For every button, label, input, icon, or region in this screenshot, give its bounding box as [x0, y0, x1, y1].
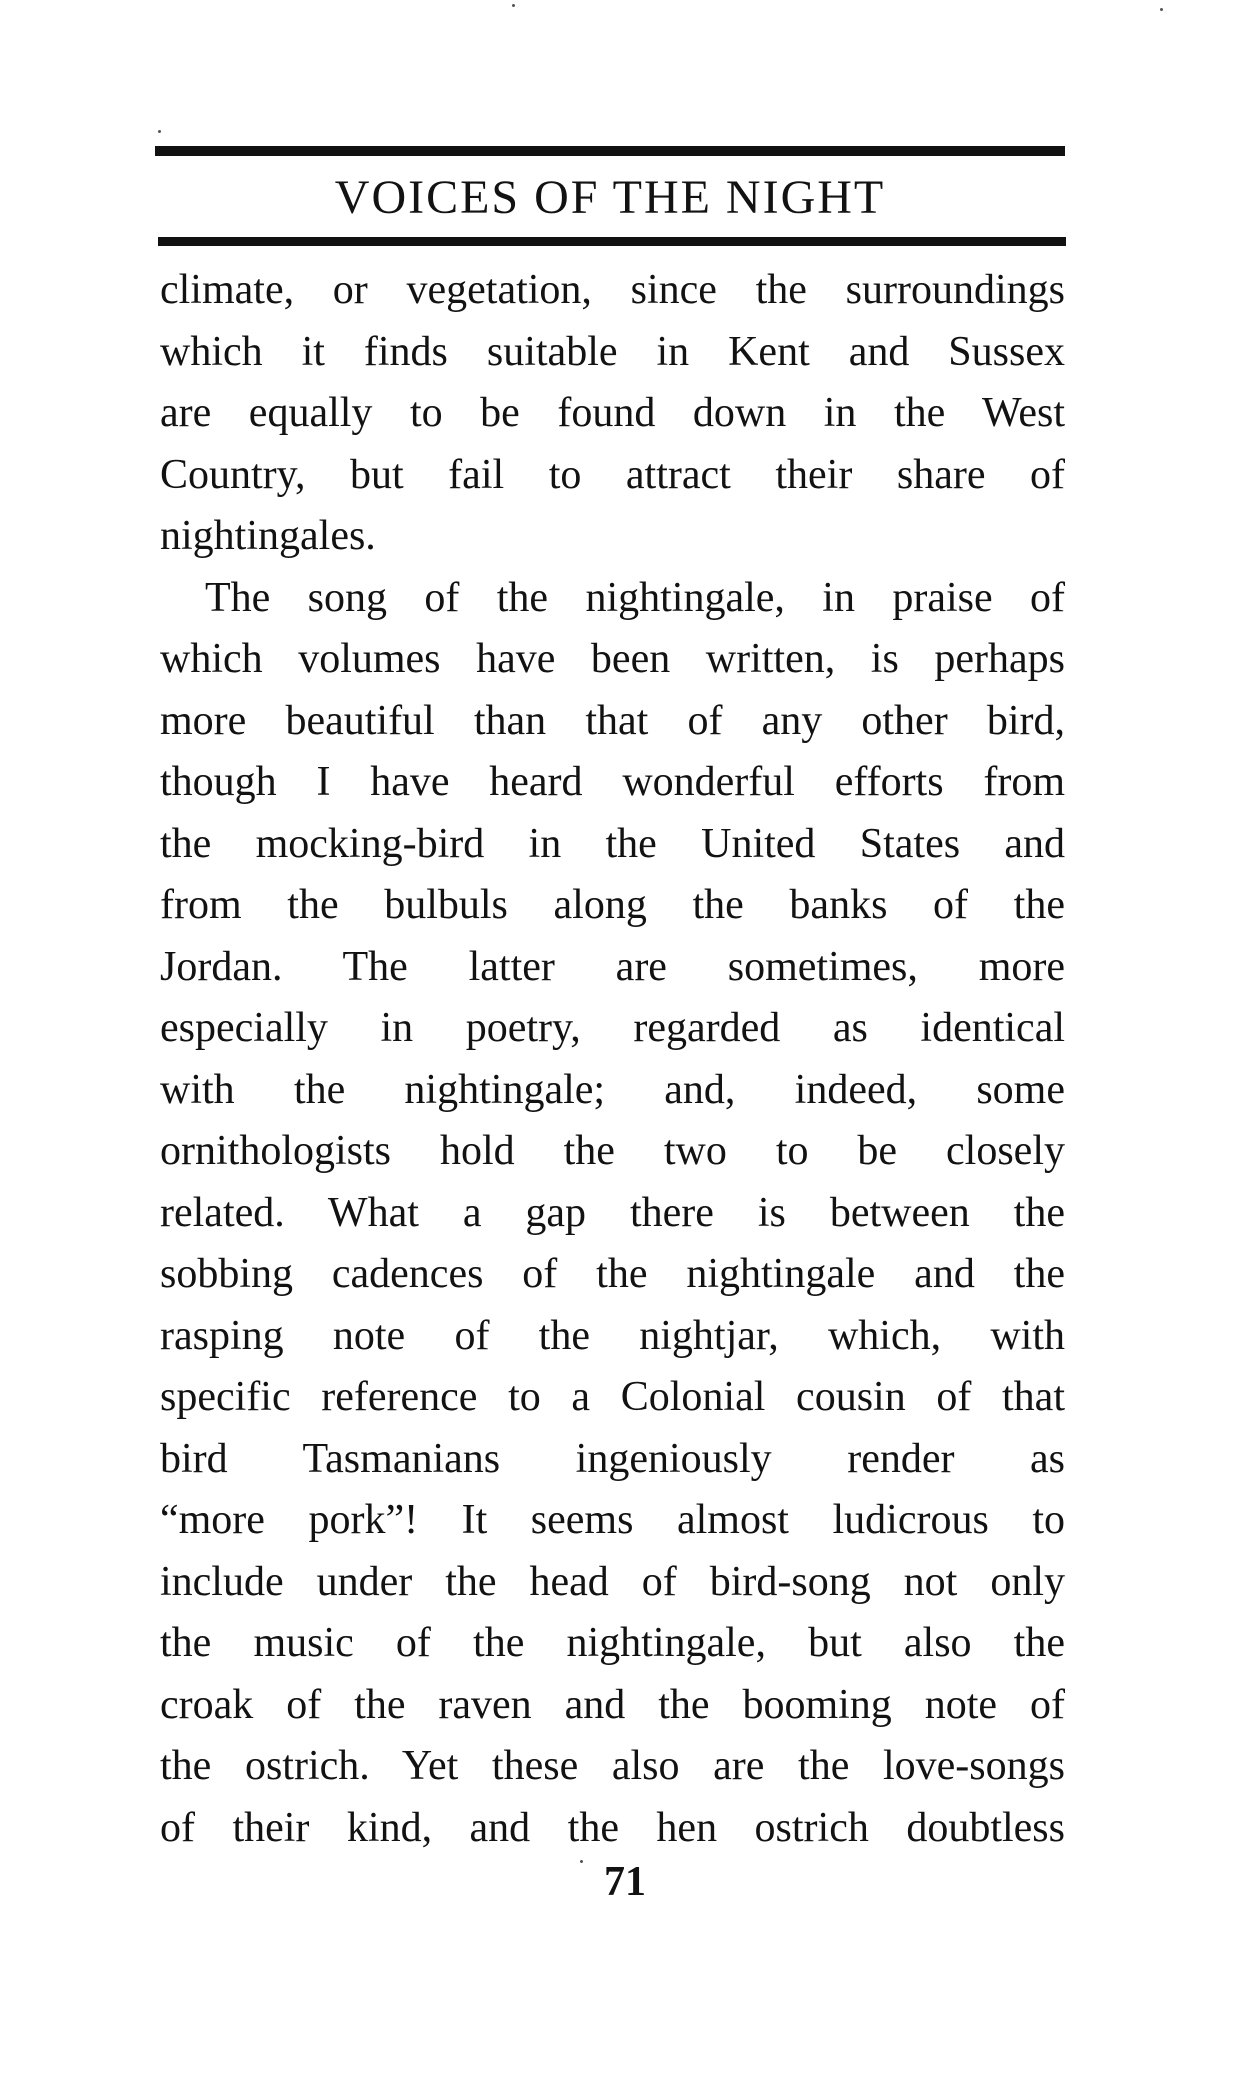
- text-line: sobbing cadences of the nightingale and the: [160, 1251, 1065, 1297]
- text-line: the mocking-bird in the United States and: [160, 820, 1065, 867]
- text-line: from the bulbuls along the banks of the: [160, 882, 1065, 928]
- text-line: Jordan. The latter are sometimes, more: [160, 943, 1065, 990]
- text-line: especially in poetry, regarded as identical: [160, 1005, 1065, 1051]
- paper-speck: [512, 4, 515, 7]
- text-line: croak of the raven and the booming note of: [160, 1681, 1065, 1728]
- text-line: nightingales.: [160, 513, 376, 559]
- text-line: are equally to be found down in the West: [160, 390, 1065, 436]
- text-line: The song of the nightingale, in praise of: [205, 574, 1065, 621]
- text-line: the ostrich. Yet these also are the love-songs: [160, 1743, 1065, 1789]
- page-number: 71: [604, 1859, 646, 1905]
- text-line: specific reference to a Colonial cousin of that: [160, 1374, 1065, 1420]
- paper-speck: [580, 1860, 583, 1863]
- text-line: which volumes have been written, is perhaps: [160, 636, 1065, 682]
- text-line: which it finds suitable in Kent and Sussex: [160, 328, 1065, 375]
- header-rule-top: [155, 146, 1065, 156]
- text-line: related. What a gap there is between the: [160, 1189, 1065, 1236]
- text-line: of their kind, and the hen ostrich doubtless: [160, 1804, 1065, 1851]
- text-line: ornithologists hold the two to be closely: [160, 1128, 1065, 1174]
- text-line: with the nightingale; and, indeed, some: [160, 1066, 1065, 1113]
- text-line: the music of the nightingale, but also the: [160, 1620, 1065, 1666]
- text-line: “more pork”! It seems almost ludicrous to: [160, 1497, 1065, 1543]
- header-rule-bottom: [158, 237, 1066, 246]
- paper-speck: [1160, 8, 1163, 11]
- body-text: [160, 260, 1065, 1859]
- text-line: rasping note of the nightjar, which, with: [160, 1312, 1065, 1359]
- text-line: bird Tasmanians ingeniously render as: [160, 1435, 1065, 1482]
- text-line: climate, or vegetation, since the surroundings: [160, 267, 1065, 313]
- paper-speck: [158, 130, 161, 133]
- text-line: though I have heard wonderful efforts from: [160, 759, 1065, 805]
- text-line: Country, but fail to attract their share of: [160, 451, 1065, 498]
- text-line: include under the head of bird-song not only: [160, 1558, 1065, 1605]
- text-line: more beautiful than that of any other bird,: [160, 697, 1065, 744]
- running-title: VOICES OF THE NIGHT: [334, 171, 886, 224]
